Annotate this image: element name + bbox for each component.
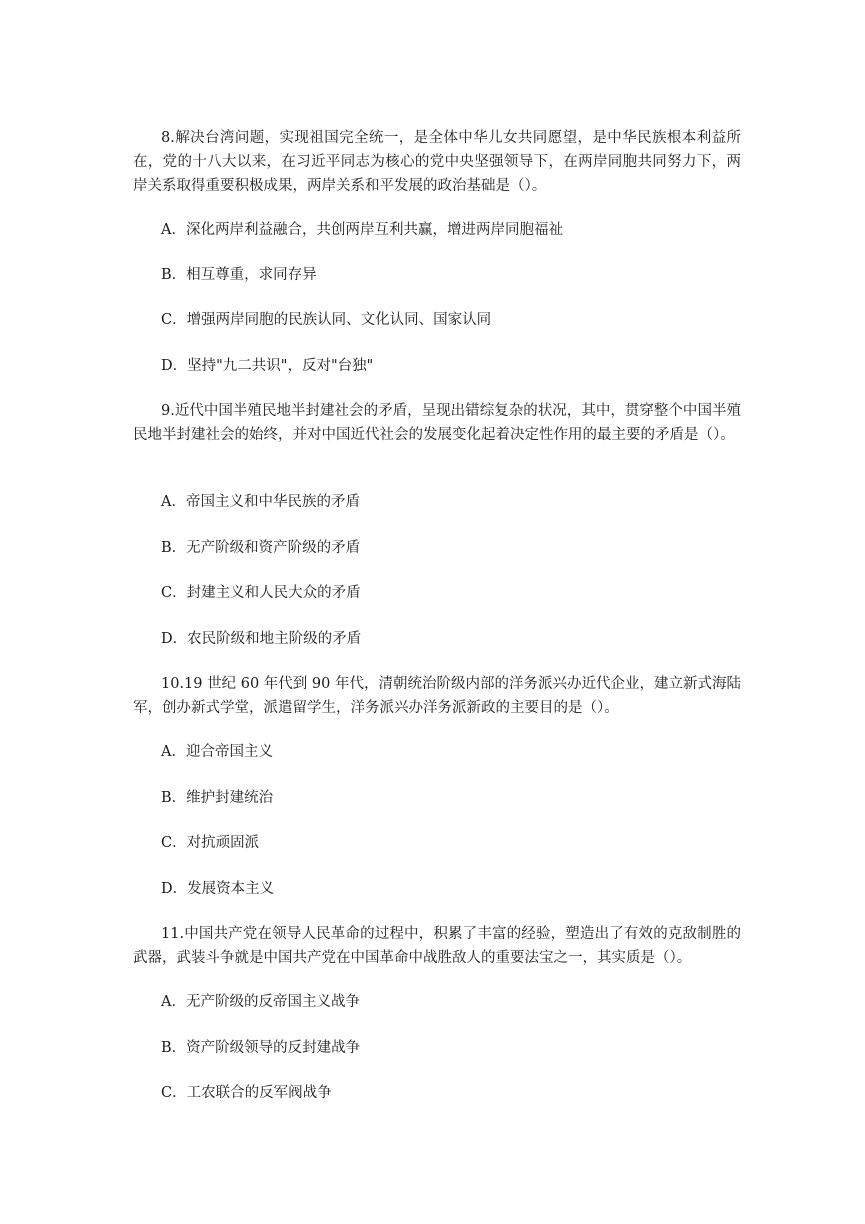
question-9-option-c: C．封建主义和人民大众的矛盾 bbox=[161, 585, 361, 601]
question-8-option-a: A．深化两岸利益融合，共创两岸互利共赢，增进两岸同胞福祉 bbox=[161, 222, 563, 238]
question-8-option-c: C．增强两岸同胞的民族认同、文化认同、国家认同 bbox=[161, 312, 492, 328]
question-10-option-c: C．对抗顽固派 bbox=[161, 835, 260, 851]
question-9-option-a: A．帝国主义和中华民族的矛盾 bbox=[161, 494, 360, 510]
question-11-option-c: C．工农联合的反军阀战争 bbox=[161, 1085, 332, 1101]
question-10-option-a: A．迎合帝国主义 bbox=[161, 744, 273, 760]
question-9-option-d: D．农民阶级和地主阶级的矛盾 bbox=[161, 631, 362, 647]
question-10-option-b: B．维护封建统治 bbox=[161, 790, 274, 806]
question-11-option-b: B．资产阶级领导的反封建战争 bbox=[161, 1040, 361, 1056]
question-11-option-a: A．无产阶级的反帝国主义战争 bbox=[161, 994, 360, 1010]
question-10-option-d: D．发展资本主义 bbox=[161, 881, 275, 897]
question-8-text: 8.解决台湾问题，实现祖国完全统一，是全体中华儿女共同愿望，是中华民族根本利益所在，党的十八大以来，在习近平同志为核心的党中央坚强领导下，在两岸同胞共同努力下，两岸关系取得重要积极成果，两岸关系和平发展的政治基础是（）。 bbox=[133, 130, 741, 194]
question-11-text: 11.中国共产党在领导人民革命的过程中，积累了丰富的经验，塑造出了有效的克敌制胜的武器，武装斗争就是中国共产党在中国革命中战胜敌人的重要法宝之一，其实质是（）。 bbox=[133, 926, 741, 966]
question-10-text: 10.19 世纪 60 年代到 90 年代，清朝统治阶级内部的洋务派兴办近代企业，建立新式海陆军，创办新式学堂，派遣留学生，洋务派兴办洋务派新政的主要目的是（）。 bbox=[133, 676, 741, 716]
question-9-text: 9.近代中国半殖民地半封建社会的矛盾，呈现出错综复杂的状况，其中，贯穿整个中国半殖民地半封建社会的始终，并对中国近代社会的发展变化起着决定性作用的最主要的矛盾是（）。 bbox=[133, 403, 741, 443]
question-9-option-b: B．无产阶级和资产阶级的矛盾 bbox=[161, 540, 361, 556]
question-8-option-b: B．相互尊重，求同存异 bbox=[161, 267, 317, 283]
question-8-option-d: D．坚持"九二共识"，反对"台独" bbox=[161, 358, 374, 374]
